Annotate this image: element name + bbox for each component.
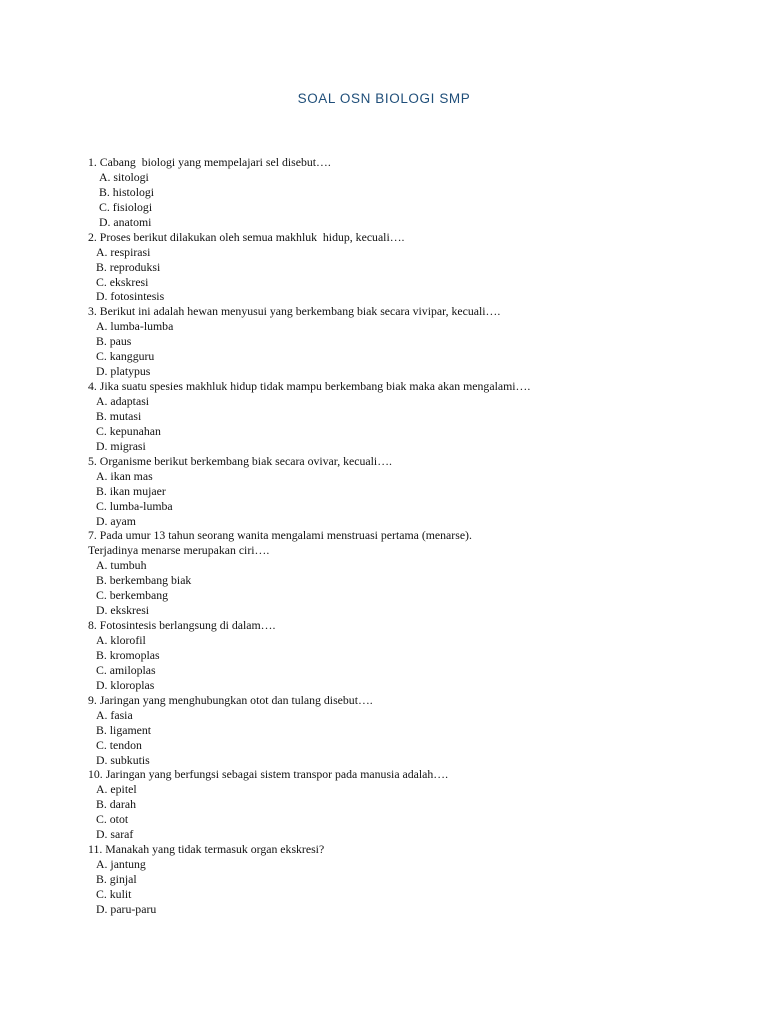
question-block: [88, 528, 728, 618]
question-block: [88, 155, 728, 230]
question-block: [88, 454, 728, 529]
answer-option: A. epitel: [96, 782, 137, 797]
answer-option: D. anatomi: [99, 214, 152, 229]
answer-option: C. fisiologi: [99, 199, 153, 214]
answer-option: C. berkembang: [96, 588, 169, 603]
answer-option: B. paus: [96, 334, 132, 349]
question-text: 4. Jika suatu spesies makhluk hidup tidak mampu berkembang biak maka akan mengalami….: [88, 379, 531, 394]
answer-option: D. migrasi: [96, 438, 146, 453]
question-text: 9. Jaringan yang menghubungkan otot dan tulang disebut….: [88, 692, 373, 707]
answer-option: C. amiloplas: [96, 662, 156, 677]
answer-option: C. kulit: [96, 886, 132, 901]
answer-option: D. paru-paru: [96, 901, 157, 916]
answer-option: B. ikan mujaer: [96, 483, 166, 498]
answer-option: A. sitologi: [99, 169, 149, 184]
question-text: 11. Manakah yang tidak termasuk organ ekskresi?: [88, 842, 325, 857]
answer-option: C. kepunahan: [96, 423, 161, 438]
question-text: 8. Fotosintesis berlangsung di dalam….: [88, 618, 276, 633]
answer-option: D. fotosintesis: [96, 289, 165, 304]
answer-option: C. lumba-lumba: [96, 498, 173, 513]
answer-option: D. ayam: [96, 513, 136, 528]
answer-option: D. ekskresi: [96, 603, 150, 618]
answer-option: B. kromoplas: [96, 647, 160, 662]
answer-option: C. kangguru: [96, 349, 155, 364]
answer-option: B. mutasi: [96, 408, 142, 423]
question-block: [88, 379, 728, 454]
question-list: [88, 155, 728, 917]
answer-option: A. respirasi: [96, 244, 151, 259]
answer-option: B. berkembang biak: [96, 573, 192, 588]
question-block: [88, 767, 728, 842]
answer-option: C. tendon: [96, 737, 142, 752]
answer-option: C. otot: [96, 812, 129, 827]
question-block: [88, 230, 728, 305]
answer-option: C. ekskresi: [96, 274, 149, 289]
question-block: [88, 304, 728, 379]
question-block: [88, 842, 728, 917]
answer-option: B. ginjal: [96, 872, 137, 886]
answer-option: A. lumba-lumba: [96, 319, 174, 334]
question-text: 3. Berikut ini adalah hewan menyusui yang berkembang biak secara vivipar, kecuali….: [88, 304, 501, 319]
answer-option: D. kloroplas: [96, 677, 155, 692]
question-text: Terjadinya menarse merupakan ciri….: [88, 543, 270, 558]
question-text: 1. Cabang biologi yang mempelajari sel disebut….: [88, 155, 331, 169]
answer-option: B. darah: [96, 797, 136, 812]
question-block: [88, 693, 728, 768]
answer-option: A. klorofil: [96, 633, 146, 647]
answer-option: D. saraf: [96, 827, 134, 842]
answer-option: B. reproduksi: [96, 259, 161, 274]
answer-option: B. histologi: [99, 184, 155, 199]
question-text: 5. Organisme berikut berkembang biak secara ovivar, kecuali….: [88, 453, 392, 468]
question-text: 7. Pada umur 13 tahun seorang wanita mengalami menstruasi pertama (menarse).: [88, 528, 472, 543]
question-text: 2. Proses berikut dilakukan oleh semua makhluk hidup, kecuali….: [88, 229, 405, 244]
answer-option: A. jantung: [96, 857, 146, 872]
answer-option: B. ligament: [96, 722, 152, 737]
question-block: [88, 618, 728, 693]
answer-option: A. adaptasi: [96, 394, 150, 408]
answer-option: A. fasia: [96, 707, 133, 722]
answer-option: D. subkutis: [96, 752, 150, 767]
answer-option: D. platypus: [96, 364, 151, 379]
page-title: SOAL OSN BIOLOGI SMP: [297, 91, 471, 106]
answer-option: A. ikan mas: [96, 468, 153, 483]
answer-option: A. tumbuh: [96, 558, 147, 573]
question-text: 10. Jaringan yang berfungsi sebagai sistem transpor pada manusia adalah….: [88, 767, 449, 782]
